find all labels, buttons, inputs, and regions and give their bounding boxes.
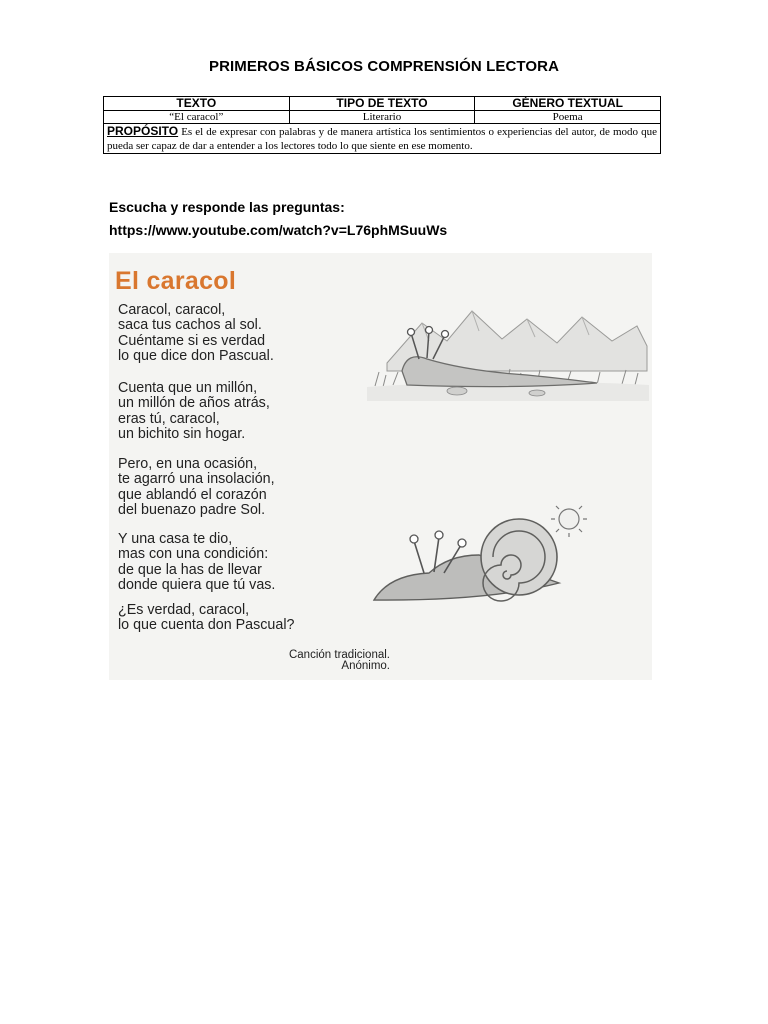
header-texto: TEXTO	[104, 97, 290, 111]
snail-landscape-illustration	[367, 301, 649, 401]
poem-title: El caracol	[115, 267, 237, 295]
credit-line: Anónimo.	[341, 660, 390, 672]
poem-line: ¿Es verdad, caracol,	[118, 602, 250, 618]
video-link[interactable]: https://www.youtube.com/watch?v=L76phMSuuWs	[109, 222, 448, 238]
info-table-value-row	[104, 111, 661, 124]
info-table	[103, 96, 661, 154]
purpose-label: PROPÓSITO	[107, 124, 179, 138]
poem-stanza-5	[118, 603, 294, 634]
poem-line: eras tú, caracol,	[118, 410, 220, 427]
purpose-text: Es el de expresar con palabras y de manera artística los sentimientos o experiencias del autor, de modo que pueda ser capaz de dar a entender a los lectores todo lo que siente en ese momento.	[107, 126, 657, 152]
info-table-purpose-row	[104, 124, 661, 154]
poem-line: donde quiera que tú vas.	[118, 576, 276, 593]
poem-line: que ablandó el corazón	[118, 486, 267, 503]
poem-line: mas con una condición:	[118, 546, 269, 563]
poem-line: Caracol, caracol,	[118, 302, 226, 318]
purpose-cell	[104, 124, 661, 154]
poem-line: de que la has de llevar	[118, 561, 262, 578]
header-tipo-de-texto: TIPO DE TEXTO	[289, 97, 475, 111]
snail-shell-illustration	[369, 505, 614, 605]
poem-credit	[289, 650, 390, 672]
value-tipo-de-texto: Literario	[289, 111, 475, 124]
poem-image	[109, 253, 652, 680]
poem-line: lo que cuenta don Pascual?	[118, 617, 295, 634]
poem-line: Y una casa te dio,	[118, 531, 233, 547]
poem-stanza-4	[118, 532, 275, 593]
poem-line: un bichito sin hogar.	[118, 425, 246, 442]
poem-line: saca tus cachos al sol.	[118, 317, 262, 334]
poem-line: te agarró una insolación,	[118, 471, 275, 488]
value-genero-textual: Poema	[475, 111, 661, 124]
value-texto: “El caracol”	[104, 111, 290, 124]
credit-line: Canción tradicional.	[288, 649, 390, 661]
poem-line: un millón de años atrás,	[118, 395, 270, 412]
poem-line: lo que dice don Pascual.	[118, 347, 274, 364]
poem-line: del buenazo padre Sol.	[118, 501, 266, 518]
info-table-header-row	[104, 97, 661, 111]
poem-stanza-1	[118, 303, 274, 364]
document-title: PRIMEROS BÁSICOS COMPRENSIÓN LECTORA	[208, 58, 560, 75]
poem-line: Cuéntame si es verdad	[118, 332, 266, 349]
header-genero-textual: GÉNERO TEXTUAL	[475, 97, 661, 111]
poem-line: Cuenta que un millón,	[118, 380, 258, 396]
poem-stanza-2	[118, 381, 270, 442]
instructions-text: Escucha y responde las preguntas:	[109, 199, 345, 215]
poem-stanza-3	[118, 457, 275, 518]
poem-line: Pero, en una ocasión,	[118, 456, 258, 472]
